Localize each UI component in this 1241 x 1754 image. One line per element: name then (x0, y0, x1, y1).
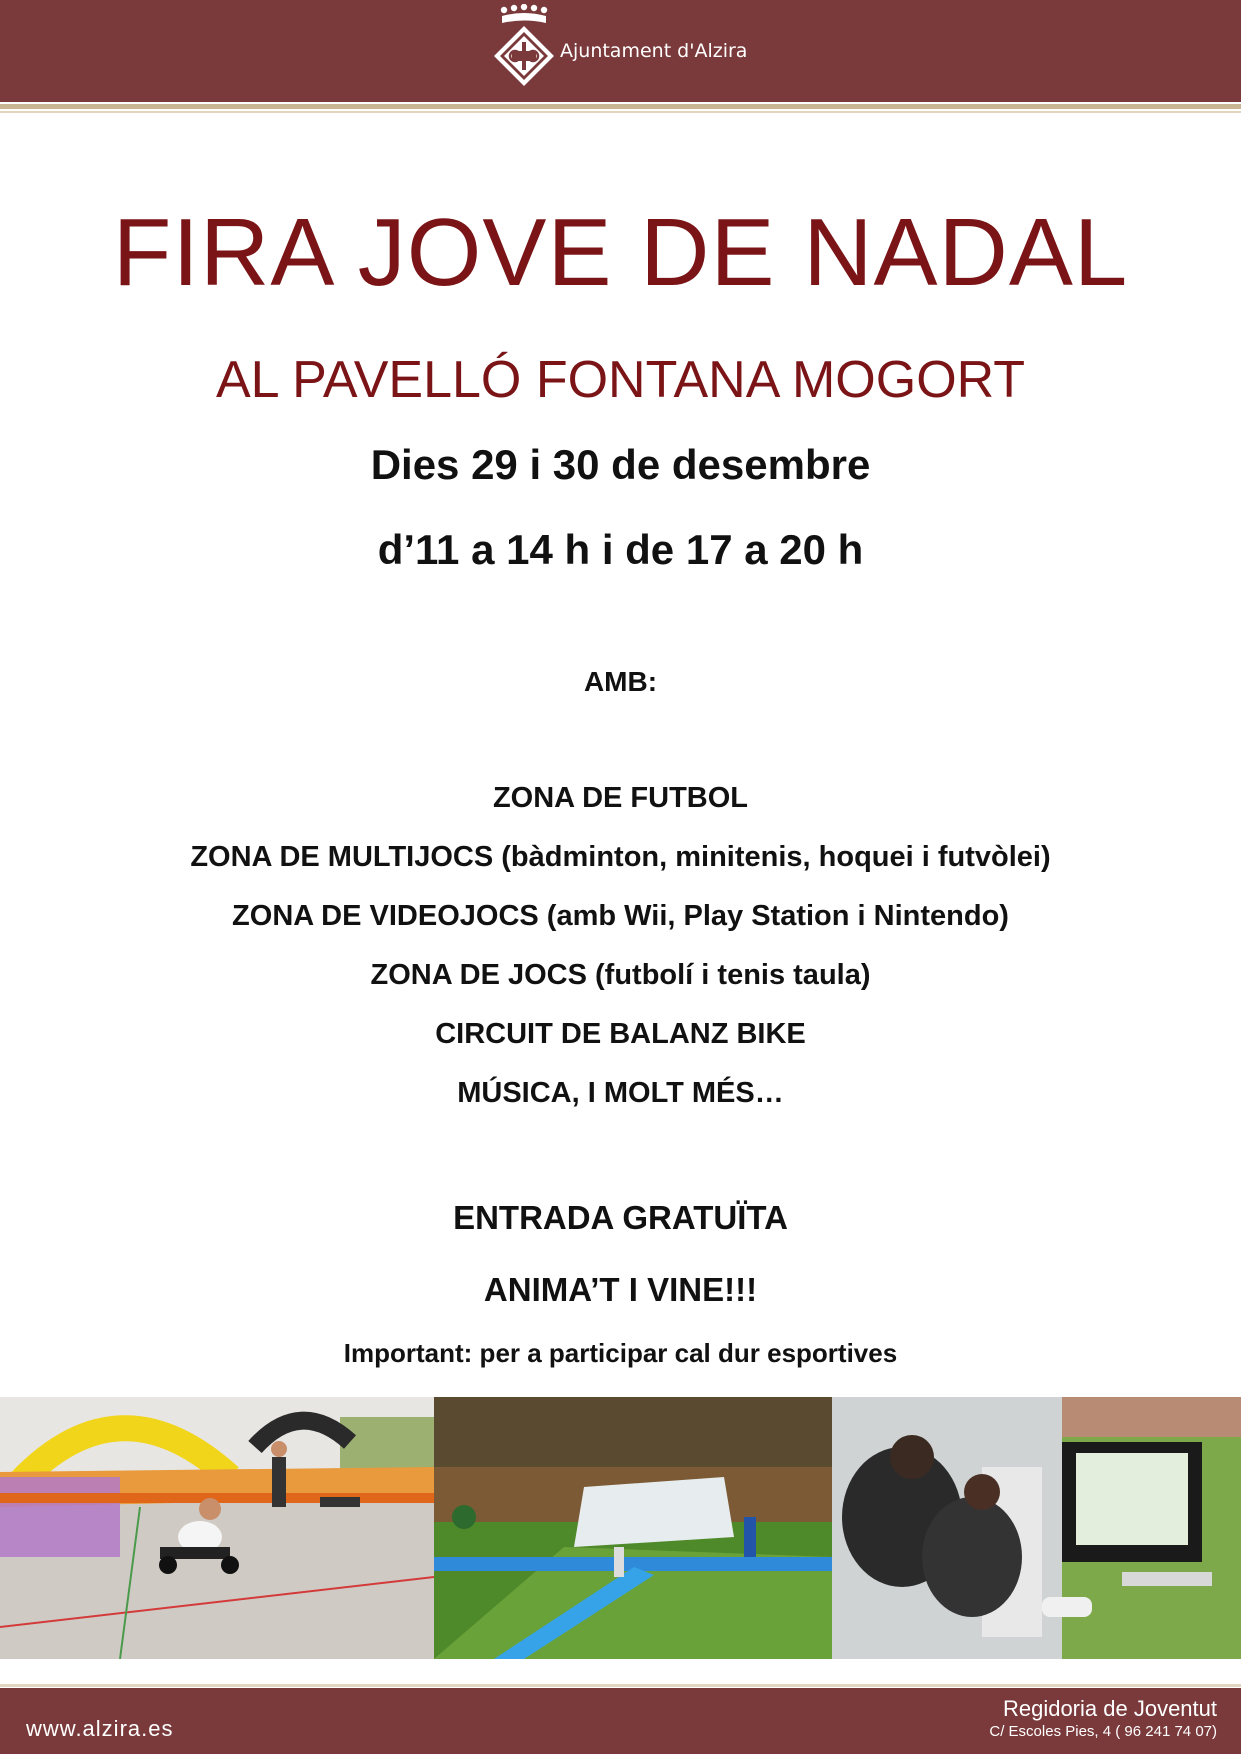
activity-zone-item: CIRCUIT DE BALANZ BIKE (435, 1018, 806, 1050)
crown-icon (496, 4, 552, 26)
activity-zone-item: ZONA DE VIDEOJOCS (amb Wii, Play Station i Nintendo) (232, 900, 1009, 932)
event-hours: d’11 a 14 h i de 17 a 20 h (377, 526, 864, 573)
organization-logo (492, 4, 772, 94)
footer-contact (989, 1696, 1217, 1742)
free-entry-text: ENTRADA GRATUÏTA (453, 1199, 788, 1236)
videogames-players-photo (832, 1397, 1241, 1659)
amb-heading: AMB: (583, 666, 658, 697)
go-kart-circuit-photo (0, 1397, 434, 1659)
organization-name: Ajuntament d'Alzira (560, 40, 748, 62)
footer-accent-line (0, 1684, 1241, 1687)
website-link[interactable]: www.alzira.es (26, 1716, 174, 1741)
call-to-action-text: ANIMA’T I VINE!!! (483, 1271, 758, 1308)
header-accent-line (0, 104, 1241, 109)
activity-zone-item: ZONA DE MULTIJOCS (bàdminton, minitenis, hoquei i futvòlei) (190, 841, 1051, 873)
header-accent-line-thin (0, 111, 1241, 113)
department-name: Regidoria de Joventut (1002, 1696, 1217, 1721)
department-address: C/ Escoles Pies, 4 ( 96 241 74 07) (989, 1723, 1217, 1740)
activity-zones-list (0, 781, 1241, 1135)
inflatable-football-pitch-photo (434, 1397, 832, 1659)
activity-zone-item: ZONA DE JOCS (futbolí i tenis taula) (370, 959, 871, 991)
alzira-coat-of-arms-icon (492, 24, 556, 88)
activity-zone-item: ZONA DE FUTBOL (492, 782, 749, 814)
poster-subtitle: AL PAVELLÓ FONTANA MOGORT (215, 351, 1026, 409)
important-note: Important: per a participar cal dur esportives (343, 1338, 898, 1368)
activity-zone-item: MÚSICA, I MOLT MÉS… (457, 1077, 784, 1109)
event-dates: Dies 29 i 30 de desembre (370, 441, 871, 488)
poster-title: FIRA JOVE DE NADAL (112, 199, 1129, 306)
